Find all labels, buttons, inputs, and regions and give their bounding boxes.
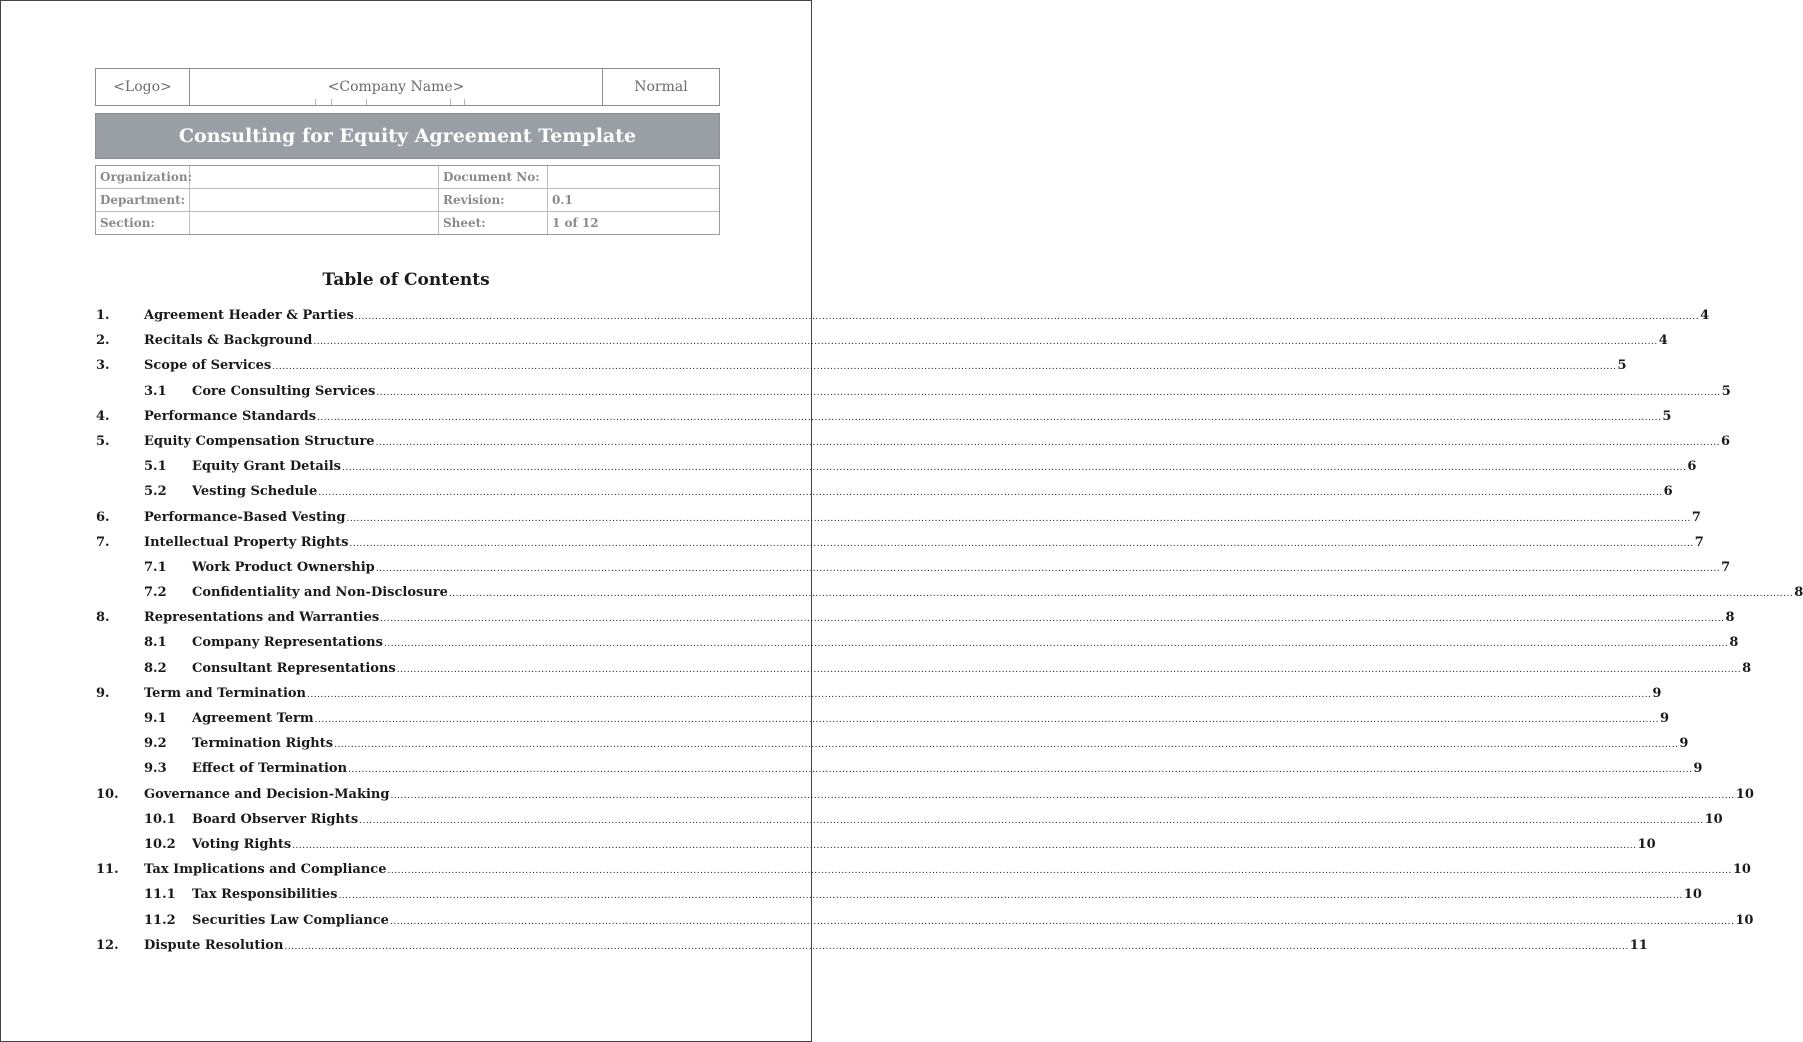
toc-entry[interactable] [96, 862, 1751, 887]
toc-entry-title: Effect of Termination [192, 761, 348, 777]
toc-entry-number: 5.2 [144, 484, 167, 500]
toc-dot-leader: ................................................................................................................................................................................................................................................................................................................................................................................................................ [354, 312, 1700, 322]
toc-dot-leader: ................................................................................................................................................................................................................................................................................................................................................................................................................ [272, 362, 1617, 373]
toc-entry[interactable] [96, 836, 1656, 862]
toc-dot-leader: ................................................................................................................................................................................................................................................................................................................................................................................................................ [318, 488, 1663, 499]
toc-entry-number: 5.1 [144, 459, 167, 475]
toc-entry-title: Recitals & Background [144, 333, 313, 349]
toc-dot-leader: ................................................................................................................................................................................................................................................................................................................................................................................................................ [348, 765, 1693, 776]
document-no-value [548, 166, 719, 188]
toc-entry-title: Scope of Services [144, 358, 272, 374]
toc-entry-number: 9.2 [144, 736, 167, 752]
section-label: Section: [96, 212, 190, 234]
toc-entry-number: 3. [96, 358, 110, 374]
toc-entry-page: 9 [1693, 761, 1703, 777]
department-value [190, 189, 439, 211]
toc-dot-leader: ................................................................................................................................................................................................................................................................................................................................................................................................................ [349, 538, 1694, 549]
toc-dot-leader: ................................................................................................................................................................................................................................................................................................................................................................................................................ [338, 891, 1683, 902]
toc-entry-number: 9. [96, 685, 110, 701]
toc-entry[interactable] [96, 660, 1752, 686]
toc-entry[interactable] [96, 736, 1689, 761]
toc-entry[interactable] [96, 610, 1735, 635]
toc-entry-page: 10 [1637, 836, 1656, 852]
toc-dot-leader: ................................................................................................................................................................................................................................................................................................................................................................................................................ [387, 866, 1732, 877]
toc-dot-leader: ................................................................................................................................................................................................................................................................................................................................................................................................................ [359, 815, 1704, 826]
toc-entry-number: 7.2 [144, 585, 167, 601]
toc-entry-page: 8 [1794, 585, 1803, 601]
metadata-row [96, 188, 719, 211]
toc-entry-number: 9.1 [144, 711, 167, 726]
toc-entry-title: Company Representations [192, 635, 383, 651]
toc-entry[interactable] [96, 912, 1754, 938]
toc-entry-page: 10 [1704, 811, 1723, 827]
toc-entry-page: 10 [1732, 862, 1751, 878]
toc-dot-leader: ................................................................................................................................................................................................................................................................................................................................................................................................................ [292, 840, 1637, 851]
table-of-contents [96, 308, 1803, 963]
toc-entry-title: Intellectual Property Rights [144, 534, 349, 550]
toc-entry-title: Dispute Resolution [144, 937, 284, 953]
toc-entry-number: 10.1 [144, 811, 176, 827]
toc-entry-page: 6 [1663, 484, 1673, 500]
toc-entry-page: 8 [1729, 635, 1739, 651]
toc-entry[interactable] [96, 711, 1670, 736]
toc-dot-leader: ................................................................................................................................................................................................................................................................................................................................................................................................................ [375, 563, 1721, 574]
toc-entry-title: Performance Standards [144, 408, 317, 424]
toc-entry-page: 4 [1700, 308, 1710, 323]
toc-entry-title: Performance-Based Vesting [144, 509, 346, 525]
toc-dot-leader: ................................................................................................................................................................................................................................................................................................................................................................................................................ [376, 387, 1721, 398]
toc-entry[interactable] [96, 509, 1701, 535]
toc-heading: Table of Contents [322, 270, 490, 290]
toc-entry-title: Equity Grant Details [192, 459, 341, 475]
document-title: Consulting for Equity Agreement Template [95, 113, 720, 159]
toc-entry-number: 12. [96, 937, 119, 953]
toc-entry-title: Term and Termination [144, 685, 307, 701]
toc-entry-page: 7 [1691, 509, 1701, 525]
toc-dot-leader: ................................................................................................................................................................................................................................................................................................................................................................................................................ [313, 337, 1658, 348]
toc-dot-leader: ................................................................................................................................................................................................................................................................................................................................................................................................................ [383, 639, 1729, 650]
toc-entry-number: 4. [96, 408, 110, 424]
toc-entry-title: Termination Rights [192, 736, 334, 752]
toc-dot-leader: ................................................................................................................................................................................................................................................................................................................................................................................................................ [317, 412, 1662, 423]
toc-entry[interactable] [96, 484, 1673, 509]
toc-entry[interactable] [96, 559, 1731, 585]
toc-entry[interactable] [96, 308, 1710, 333]
header-top-row [95, 68, 720, 106]
toc-entry-page: 4 [1658, 333, 1668, 349]
toc-entry[interactable] [96, 534, 1704, 560]
toc-entry-number: 2. [96, 333, 110, 349]
sheet-label: Sheet: [439, 212, 548, 234]
toc-entry-number: 11.1 [144, 887, 176, 903]
toc-entry-number: 8. [96, 610, 110, 626]
toc-dot-leader: ................................................................................................................................................................................................................................................................................................................................................................................................................ [396, 664, 1742, 675]
toc-entry-number: 7.1 [144, 559, 167, 575]
company-name [190, 69, 603, 105]
toc-entry[interactable] [96, 459, 1697, 484]
toc-entry-number: 8.1 [144, 635, 167, 651]
toc-entry-page: 10 [1683, 887, 1702, 903]
toc-entry[interactable] [96, 585, 1803, 610]
toc-entry-page: 9 [1652, 685, 1662, 701]
toc-entry-number: 5. [96, 433, 110, 449]
toc-entry[interactable] [96, 937, 1648, 963]
toc-entry-page: 8 [1725, 610, 1735, 626]
document-header [95, 68, 720, 235]
toc-entry-title: Confidentiality and Non-Disclosure [192, 585, 448, 601]
toc-dot-leader: ................................................................................................................................................................................................................................................................................................................................................................................................................ [307, 689, 1652, 700]
toc-entry[interactable] [96, 635, 1739, 660]
toc-dot-leader: ................................................................................................................................................................................................................................................................................................................................................................................................................ [390, 790, 1735, 801]
toc-dot-leader: ................................................................................................................................................................................................................................................................................................................................................................................................................ [284, 941, 1629, 952]
toc-dot-leader: ................................................................................................................................................................................................................................................................................................................................................................................................................ [314, 715, 1659, 725]
toc-entry[interactable] [96, 408, 1672, 434]
toc-dot-leader: ................................................................................................................................................................................................................................................................................................................................................................................................................ [448, 589, 1794, 600]
toc-entry-number: 10.2 [144, 836, 176, 852]
toc-entry[interactable] [96, 685, 1662, 711]
logo-placeholder: <Logo> [96, 69, 190, 105]
metadata-row [96, 166, 719, 188]
toc-entry-title: Core Consulting Services [192, 383, 376, 399]
organization-label: Organization: [96, 166, 190, 188]
toc-entry-number: 10. [96, 786, 119, 802]
metadata-row [96, 211, 719, 234]
toc-entry-page: 9 [1679, 736, 1689, 752]
department-label: Department: [96, 189, 190, 211]
toc-entry[interactable] [96, 383, 1731, 409]
organization-value [190, 166, 439, 188]
sheet-value: 1 of 12 [552, 216, 599, 230]
toc-entry-title: Governance and Decision-Making [144, 786, 390, 802]
document-no-label: Document No: [439, 166, 548, 188]
toc-entry-number: 3.1 [144, 383, 167, 399]
toc-entry[interactable] [96, 887, 1702, 912]
toc-entry[interactable] [96, 811, 1723, 837]
toc-entry-title: Equity Compensation Structure [144, 433, 375, 449]
toc-dot-leader: ................................................................................................................................................................................................................................................................................................................................................................................................................ [375, 437, 1720, 448]
style-label: Normal [634, 79, 688, 95]
toc-entry-number: 8.2 [144, 660, 167, 676]
toc-entry-page: 10 [1735, 786, 1754, 802]
toc-entry-page: 5 [1662, 408, 1672, 424]
toc-entry-number: 7. [96, 534, 110, 550]
toc-entry[interactable] [96, 761, 1703, 786]
toc-entry-page: 11 [1629, 937, 1648, 953]
revision-label: Revision: [439, 189, 548, 211]
toc-entry-number: 6. [96, 509, 110, 525]
toc-entry[interactable] [96, 433, 1730, 459]
toc-entry-title: Agreement Header & Parties [144, 308, 354, 323]
toc-dot-leader: ................................................................................................................................................................................................................................................................................................................................................................................................................ [380, 614, 1725, 625]
toc-entry-page: 7 [1721, 559, 1731, 575]
toc-dot-leader: ................................................................................................................................................................................................................................................................................................................................................................................................................ [342, 463, 1687, 474]
toc-entry-title: Agreement Term [192, 711, 314, 726]
toc-dot-leader: ................................................................................................................................................................................................................................................................................................................................................................................................................ [389, 916, 1735, 927]
toc-dot-leader: ................................................................................................................................................................................................................................................................................................................................................................................................................ [334, 740, 1679, 751]
toc-entry-title: Securities Law Compliance [192, 912, 389, 928]
toc-entry-page: 10 [1735, 912, 1754, 928]
toc-entry[interactable] [96, 333, 1668, 358]
toc-entry-page: 8 [1742, 660, 1752, 676]
toc-entry-title: Board Observer Rights [192, 811, 359, 827]
toc-entry-title: Consultant Representations [192, 660, 396, 676]
revision-value: 0.1 [552, 193, 573, 207]
toc-entry-page: 5 [1721, 383, 1731, 399]
toc-entry-number: 9.3 [144, 761, 167, 777]
toc-entry-title: Representations and Warranties [144, 610, 380, 626]
toc-entry-number: 11.2 [144, 912, 176, 928]
metadata-table [95, 165, 720, 235]
toc-entry[interactable] [96, 786, 1754, 812]
toc-dot-leader: ................................................................................................................................................................................................................................................................................................................................................................................................................ [346, 513, 1691, 524]
toc-entry-title: Vesting Schedule [192, 484, 318, 500]
toc-entry-title: Tax Responsibilities [192, 887, 338, 903]
toc-entry-number: 1. [96, 308, 110, 323]
toc-entry-number: 11. [96, 862, 119, 878]
toc-entry-page: 7 [1694, 534, 1704, 550]
toc-entry-page: 6 [1687, 459, 1697, 475]
toc-entry-title: Voting Rights [192, 836, 292, 852]
toc-entry-title: Work Product Ownership [192, 559, 375, 575]
company-name-text: <Company Name> [327, 79, 465, 95]
section-value [190, 212, 439, 234]
company-cell-ticks [190, 99, 602, 105]
toc-entry-title: Tax Implications and Compliance [144, 862, 387, 878]
toc-entry-page: 6 [1720, 433, 1730, 449]
toc-entry-page: 9 [1659, 711, 1670, 726]
toc-entry-page: 5 [1617, 358, 1627, 374]
toc-entry[interactable] [96, 358, 1627, 383]
